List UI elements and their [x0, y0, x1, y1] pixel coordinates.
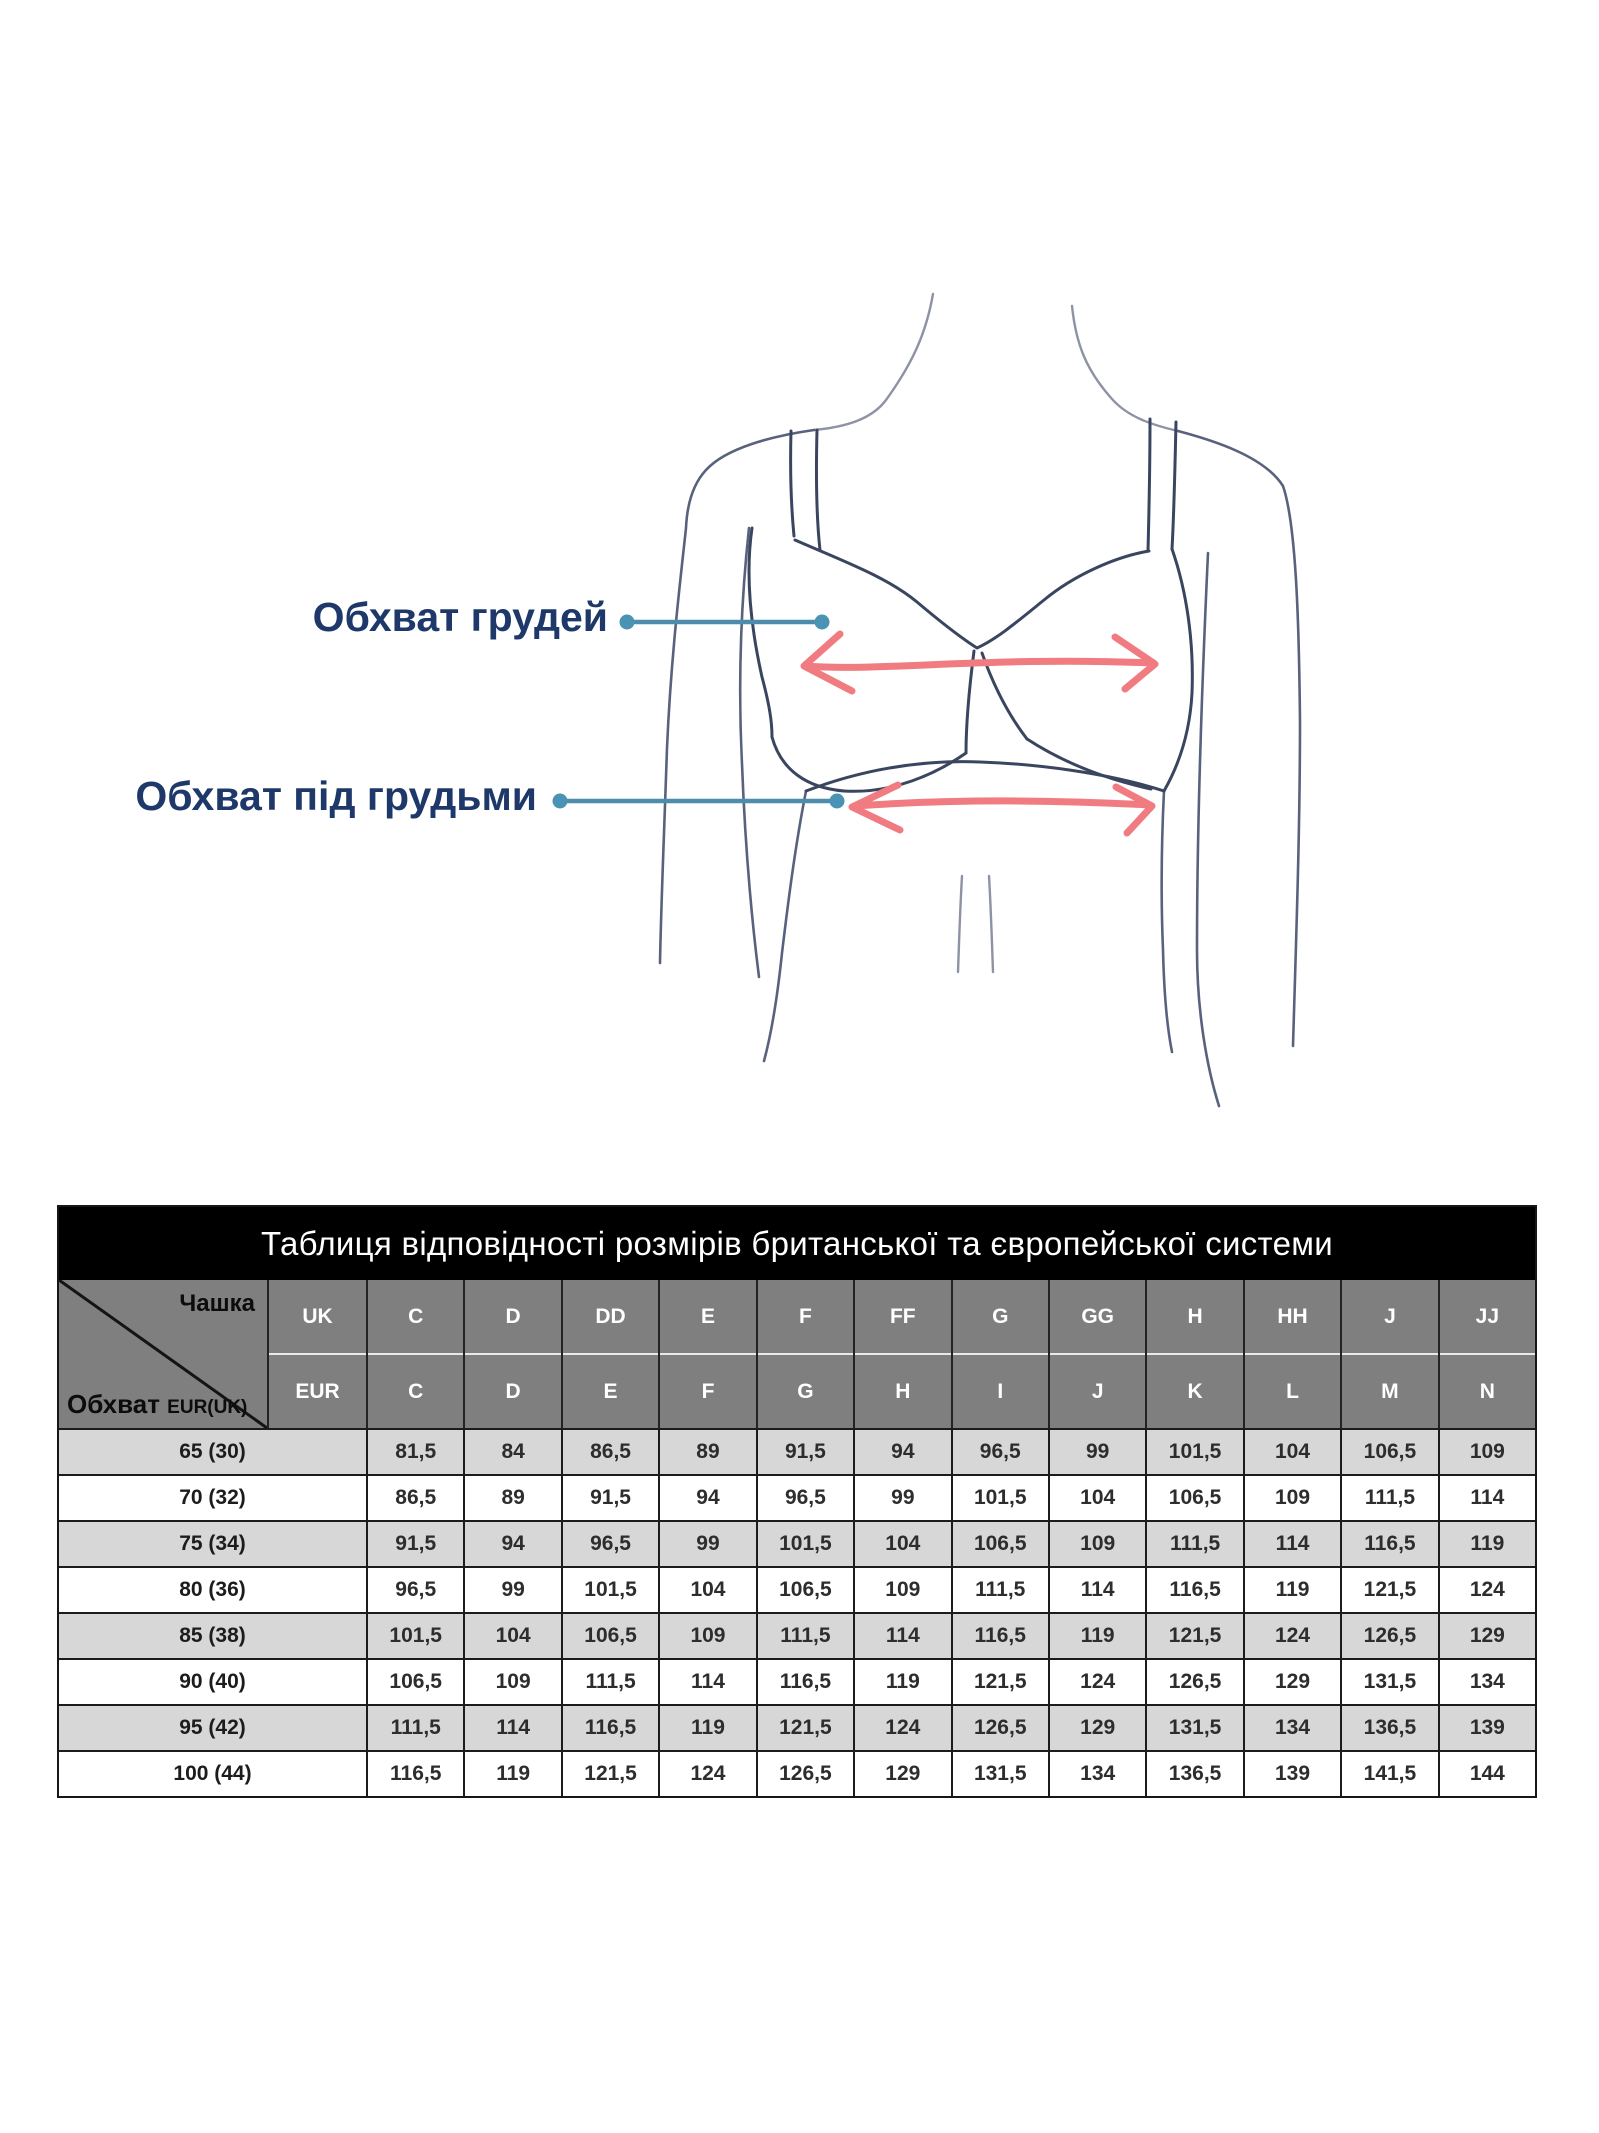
eur-cup-cell: F [701, 1379, 715, 1403]
size-value-cell: 126,5 [951, 1706, 1048, 1750]
size-value-cell: 111,5 [951, 1568, 1048, 1612]
table-row [59, 1704, 1535, 1750]
underbust-leader-line [553, 794, 845, 809]
size-value-cell: 126,5 [1340, 1614, 1437, 1658]
size-value-cell: 121,5 [951, 1660, 1048, 1704]
eur-cup-cell: I [997, 1379, 1004, 1403]
size-value-cell: 134 [1243, 1706, 1340, 1750]
cup-column [1438, 1280, 1535, 1428]
size-value-cell: 106,5 [756, 1568, 853, 1612]
cup-axis-label: Чашка [179, 1290, 255, 1317]
eur-cup-cell: G [797, 1379, 814, 1403]
uk-cup-cell: JJ [1440, 1280, 1535, 1355]
size-value-cell: 89 [463, 1476, 560, 1520]
girth-unit: EUR(UK) [167, 1397, 248, 1418]
size-value-cell: 91,5 [366, 1522, 463, 1566]
size-value-cell: 99 [658, 1522, 755, 1566]
cup-column [463, 1280, 560, 1428]
size-value-cell: 121,5 [561, 1752, 658, 1796]
size-value-cell: 119 [853, 1660, 950, 1704]
band-size-cell: 80 (36) [179, 1578, 246, 1601]
size-value-cell: 119 [1048, 1614, 1145, 1658]
uk-cup-cell: DD [563, 1280, 658, 1355]
size-value-cell: 106,5 [561, 1614, 658, 1658]
size-value-cell: 136,5 [1340, 1706, 1437, 1750]
size-value-cell: 121,5 [756, 1706, 853, 1750]
neck-outline [814, 294, 1178, 972]
uk-cup-cell: C [368, 1280, 463, 1355]
size-value-cell: 129 [1243, 1660, 1340, 1704]
size-value-cell: 101,5 [756, 1522, 853, 1566]
eur-system-cell: EUR [295, 1379, 340, 1403]
size-value-cell: 106,5 [366, 1660, 463, 1704]
size-value-cell: 81,5 [366, 1430, 463, 1474]
table-row [59, 1520, 1535, 1566]
band-size-cell: 100 (44) [173, 1762, 252, 1785]
size-value-cell: 104 [1048, 1476, 1145, 1520]
size-value-cell: 119 [1438, 1522, 1535, 1566]
system-column [267, 1280, 366, 1428]
size-value-cell: 109 [463, 1660, 560, 1704]
size-value-cell: 134 [1438, 1660, 1535, 1704]
size-value-cell: 104 [1243, 1430, 1340, 1474]
size-value-cell: 99 [1048, 1430, 1145, 1474]
size-value-cell: 126,5 [1145, 1660, 1242, 1704]
size-value-cell: 111,5 [366, 1706, 463, 1750]
eur-cup-cell: J [1091, 1379, 1104, 1403]
size-value-cell: 86,5 [561, 1430, 658, 1474]
size-value-cell: 111,5 [1145, 1522, 1242, 1566]
size-value-cell: 96,5 [951, 1430, 1048, 1474]
size-value-cell: 106,5 [951, 1522, 1048, 1566]
cup-column [1048, 1280, 1145, 1428]
size-value-cell: 116,5 [756, 1660, 853, 1704]
size-value-cell: 126,5 [756, 1752, 853, 1796]
size-value-cell: 124 [658, 1752, 755, 1796]
underbust-label: Обхват під грудьми [135, 773, 537, 819]
size-value-cell: 129 [853, 1752, 950, 1796]
size-value-cell: 114 [853, 1614, 950, 1658]
girth-word: Обхват [67, 1389, 160, 1419]
size-value-cell: 134 [1048, 1752, 1145, 1796]
size-value-cell: 111,5 [561, 1660, 658, 1704]
band-size-cell: 85 (38) [179, 1624, 246, 1647]
size-value-cell: 141,5 [1340, 1752, 1437, 1796]
size-value-cell: 106,5 [1340, 1430, 1437, 1474]
eur-cup-cell: H [895, 1379, 911, 1403]
uk-cup-cell: J [1342, 1280, 1437, 1355]
table-row [59, 1474, 1535, 1520]
eur-cup-cell: N [1479, 1379, 1495, 1403]
size-value-cell: 86,5 [366, 1476, 463, 1520]
size-value-cell: 116,5 [366, 1752, 463, 1796]
uk-system-cell: UK [269, 1280, 366, 1355]
size-value-cell: 94 [658, 1476, 755, 1520]
underbust-measure-arrow [852, 785, 1152, 833]
size-value-cell: 99 [853, 1476, 950, 1520]
table-row [59, 1428, 1535, 1474]
size-value-cell: 99 [463, 1568, 560, 1612]
size-value-cell: 109 [853, 1568, 950, 1612]
size-value-cell: 109 [658, 1614, 755, 1658]
bra-outline [749, 419, 1192, 791]
size-value-cell: 136,5 [1145, 1752, 1242, 1796]
cup-column [366, 1280, 463, 1428]
size-value-cell: 101,5 [1145, 1430, 1242, 1474]
size-value-cell: 116,5 [561, 1706, 658, 1750]
size-value-cell: 121,5 [1145, 1614, 1242, 1658]
size-value-cell: 104 [658, 1568, 755, 1612]
size-value-cell: 96,5 [561, 1522, 658, 1566]
size-value-cell: 139 [1438, 1706, 1535, 1750]
table-row [59, 1612, 1535, 1658]
table-body [59, 1428, 1535, 1796]
eur-cup-cell: E [603, 1379, 618, 1403]
cup-column [561, 1280, 658, 1428]
size-value-cell: 101,5 [366, 1614, 463, 1658]
size-value-cell: 91,5 [561, 1476, 658, 1520]
size-value-cell: 124 [853, 1706, 950, 1750]
bust-measure-arrow [804, 634, 1155, 691]
band-size-cell: 90 (40) [179, 1670, 246, 1693]
size-value-cell: 104 [853, 1522, 950, 1566]
size-value-cell: 139 [1243, 1752, 1340, 1796]
size-value-cell: 111,5 [1340, 1476, 1437, 1520]
eur-cup-cell: L [1286, 1379, 1299, 1403]
size-value-cell: 104 [463, 1614, 560, 1658]
uk-cup-cell: G [953, 1280, 1048, 1355]
size-value-cell: 121,5 [1340, 1568, 1437, 1612]
size-value-cell: 131,5 [951, 1752, 1048, 1796]
uk-cup-cell: E [660, 1280, 755, 1355]
cup-column [1145, 1280, 1242, 1428]
size-value-cell: 114 [1243, 1522, 1340, 1566]
body-outline [660, 430, 1300, 1106]
size-value-cell: 114 [658, 1660, 755, 1704]
size-value-cell: 129 [1438, 1614, 1535, 1658]
size-value-cell: 114 [1048, 1568, 1145, 1612]
eur-cup-cell: M [1381, 1379, 1399, 1403]
size-value-cell: 119 [1243, 1568, 1340, 1612]
uk-cup-cell: GG [1050, 1280, 1145, 1355]
table-row [59, 1566, 1535, 1612]
size-value-cell: 124 [1048, 1660, 1145, 1704]
eur-cup-cell: K [1187, 1379, 1203, 1403]
size-value-cell: 131,5 [1145, 1706, 1242, 1750]
size-value-cell: 84 [463, 1430, 560, 1474]
size-value-cell: 109 [1048, 1522, 1145, 1566]
table-row [59, 1750, 1535, 1796]
uk-cup-cell: D [465, 1280, 560, 1355]
size-value-cell: 116,5 [1340, 1522, 1437, 1566]
uk-cup-cell: H [1147, 1280, 1242, 1355]
size-value-cell: 94 [853, 1430, 950, 1474]
size-value-cell: 91,5 [756, 1430, 853, 1474]
cup-column [853, 1280, 950, 1428]
band-size-cell: 95 (42) [179, 1716, 246, 1739]
cup-column [1243, 1280, 1340, 1428]
size-value-cell: 114 [463, 1706, 560, 1750]
band-size-cell: 65 (30) [179, 1440, 246, 1463]
size-value-cell: 114 [1438, 1476, 1535, 1520]
band-size-cell: 75 (34) [179, 1532, 246, 1555]
table-title: Таблиця відповідності розмірів британської та європейської системи [59, 1207, 1535, 1280]
size-value-cell: 109 [1243, 1476, 1340, 1520]
size-value-cell: 131,5 [1340, 1660, 1437, 1704]
size-value-cell: 144 [1438, 1752, 1535, 1796]
bust-leader-line [620, 615, 830, 630]
uk-cup-cell: FF [855, 1280, 950, 1355]
bust-label: Обхват грудей [312, 594, 608, 640]
cup-column [1340, 1280, 1437, 1428]
size-value-cell: 106,5 [1145, 1476, 1242, 1520]
size-value-cell: 109 [1438, 1430, 1535, 1474]
cup-column [756, 1280, 853, 1428]
size-value-cell: 111,5 [756, 1614, 853, 1658]
uk-cup-cell: HH [1245, 1280, 1340, 1355]
size-value-cell: 116,5 [951, 1614, 1048, 1658]
size-value-cell: 101,5 [561, 1568, 658, 1612]
size-conversion-table [57, 1205, 1537, 1798]
size-value-cell: 119 [658, 1706, 755, 1750]
corner-cell [59, 1280, 267, 1428]
size-value-cell: 124 [1243, 1614, 1340, 1658]
size-value-cell: 96,5 [756, 1476, 853, 1520]
eur-cup-cell: C [408, 1379, 424, 1403]
eur-cup-cell: D [505, 1379, 521, 1403]
uk-cup-cell: F [758, 1280, 853, 1355]
size-value-cell: 89 [658, 1430, 755, 1474]
band-size-cell: 70 (32) [179, 1486, 246, 1509]
size-value-cell: 101,5 [951, 1476, 1048, 1520]
cup-columns [366, 1280, 1535, 1428]
cup-column [658, 1280, 755, 1428]
girth-axis-label [67, 1389, 247, 1420]
size-value-cell: 119 [463, 1752, 560, 1796]
size-value-cell: 96,5 [366, 1568, 463, 1612]
cup-column [951, 1280, 1048, 1428]
size-value-cell: 94 [463, 1522, 560, 1566]
size-value-cell: 116,5 [1145, 1568, 1242, 1612]
table-header [59, 1280, 1535, 1428]
size-value-cell: 129 [1048, 1706, 1145, 1750]
size-value-cell: 124 [1438, 1568, 1535, 1612]
table-row [59, 1658, 1535, 1704]
